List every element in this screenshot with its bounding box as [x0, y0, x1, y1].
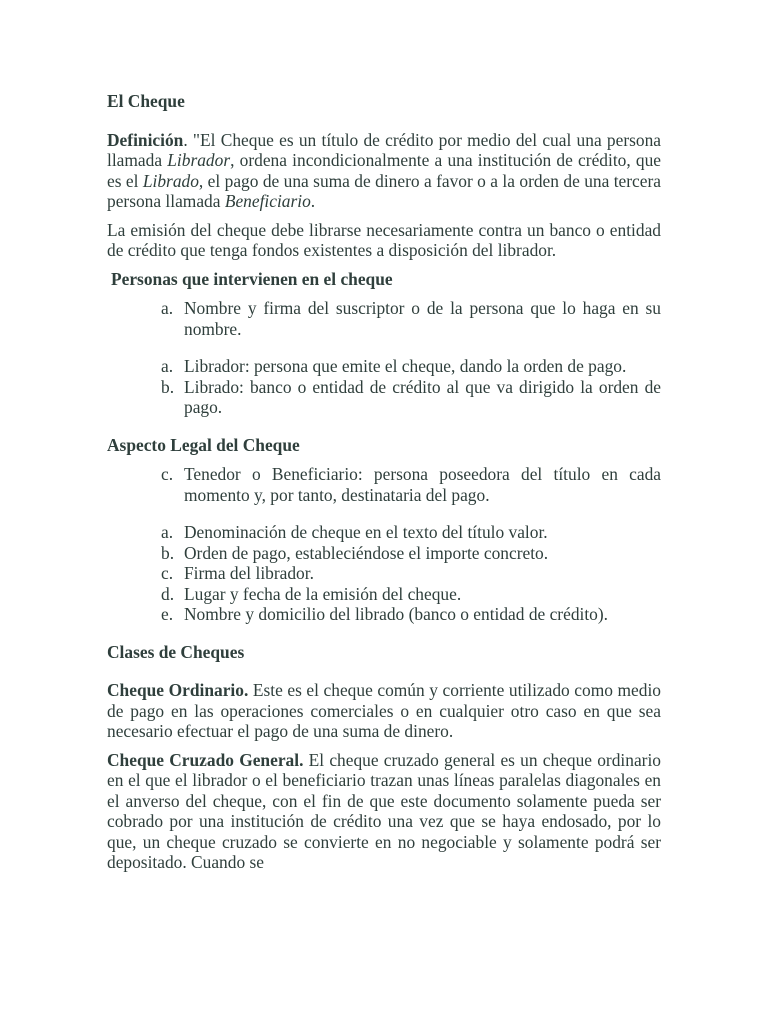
- definition-em-librado: Librado: [142, 170, 199, 191]
- list-marker: a.: [161, 356, 174, 376]
- definition-em-beneficiario: Beneficiario: [224, 191, 311, 211]
- list-item-text: Tenedor o Beneficiario: persona poseedora del título en cada momento y, por tanto, destinataria del pago.: [184, 464, 661, 505]
- personas-heading: Personas que intervienen en el cheque: [111, 268, 393, 289]
- aspecto-list-1: [107, 464, 661, 505]
- aspecto-list-2: [107, 522, 661, 625]
- list-item: [107, 604, 661, 625]
- list-item-text: Firma del librador.: [184, 563, 314, 583]
- definition-paragraph: [107, 130, 661, 212]
- definition-text-3: , el pago de una suma de dinero a favor o a la orden de una tercera persona llamada: [107, 170, 662, 211]
- list-marker: e.: [161, 604, 174, 624]
- list-item-text: Librador: persona que emite el cheque, dando la orden de pago.: [184, 356, 627, 376]
- definition-em-librador: Librador: [167, 150, 231, 170]
- list-item: [107, 356, 661, 377]
- list-marker: c.: [161, 464, 174, 484]
- document-page: [107, 91, 661, 873]
- cruzado-text: El cheque cruzado general es un cheque ordinario en el que el librador o el beneficiario trazan unas líneas paralelas diagonales en el anverso del cheque, con el fin de que este documento solamente pueda ser cobrado por una institución de crédito una vez que se haya endosado, por lo que, un cheque cruzado se convierte en no negociable y solamente podrá ser depositado. Cuando se: [107, 749, 661, 872]
- list-item-text: Librado: banco o entidad de crédito al que va dirigido la orden de pago.: [184, 376, 661, 417]
- cruzado-term: Cheque Cruzado General.: [107, 749, 304, 770]
- list-marker: c.: [161, 563, 174, 583]
- definition-label: Definición: [107, 129, 184, 150]
- list-item: [107, 464, 661, 505]
- personas-list-2: [107, 356, 661, 418]
- aspecto-heading: Aspecto Legal del Cheque: [107, 434, 300, 455]
- list-marker: b.: [161, 376, 175, 397]
- personas-list-1: [107, 298, 661, 339]
- list-item-text: Nombre y domicilio del librado (banco o entidad de crédito).: [184, 604, 609, 624]
- document-title: El Cheque: [107, 91, 185, 111]
- ordinario-term: Cheque Ordinario.: [107, 680, 249, 700]
- list-item: [107, 543, 661, 564]
- list-item: [107, 563, 661, 584]
- list-item: [107, 522, 661, 543]
- list-item-text: Nombre y firma del suscriptor o de la persona que lo haga en su nombre.: [184, 298, 661, 339]
- list-item-text: Denominación de cheque en el texto del título valor.: [184, 522, 548, 542]
- definition-text-1: . "El Cheque es un título de crédito por medio del cual una persona llamada: [107, 129, 661, 170]
- ordinario-paragraph: [107, 680, 661, 742]
- list-item: [107, 298, 661, 339]
- list-marker: a.: [161, 298, 174, 318]
- cruzado-paragraph: [107, 750, 661, 873]
- emision-paragraph: La emisión del cheque debe librarse necesariamente contra un banco o entidad de crédito que tenga fondos existentes a disposición del librador.: [107, 219, 661, 260]
- list-item: [107, 377, 661, 418]
- definition-text-2: , ordena incondicionalmente a una institución de crédito, que es el: [107, 150, 662, 191]
- ordinario-text: Este es el cheque común y corriente utilizado como medio de pago en las operaciones comerciales o en cualquier otro caso en que sea necesario efectuar el pago de una suma de dinero.: [107, 680, 661, 741]
- list-marker: b.: [161, 542, 175, 563]
- list-marker: d.: [161, 583, 175, 604]
- definition-text-4: .: [310, 191, 316, 211]
- clases-heading: Clases de Cheques: [107, 641, 245, 662]
- list-marker: a.: [161, 522, 174, 542]
- list-item-text: Lugar y fecha de la emisión del cheque.: [184, 583, 462, 604]
- list-item-text: Orden de pago, estableciéndose el importe concreto.: [184, 542, 549, 563]
- list-item: [107, 584, 661, 605]
